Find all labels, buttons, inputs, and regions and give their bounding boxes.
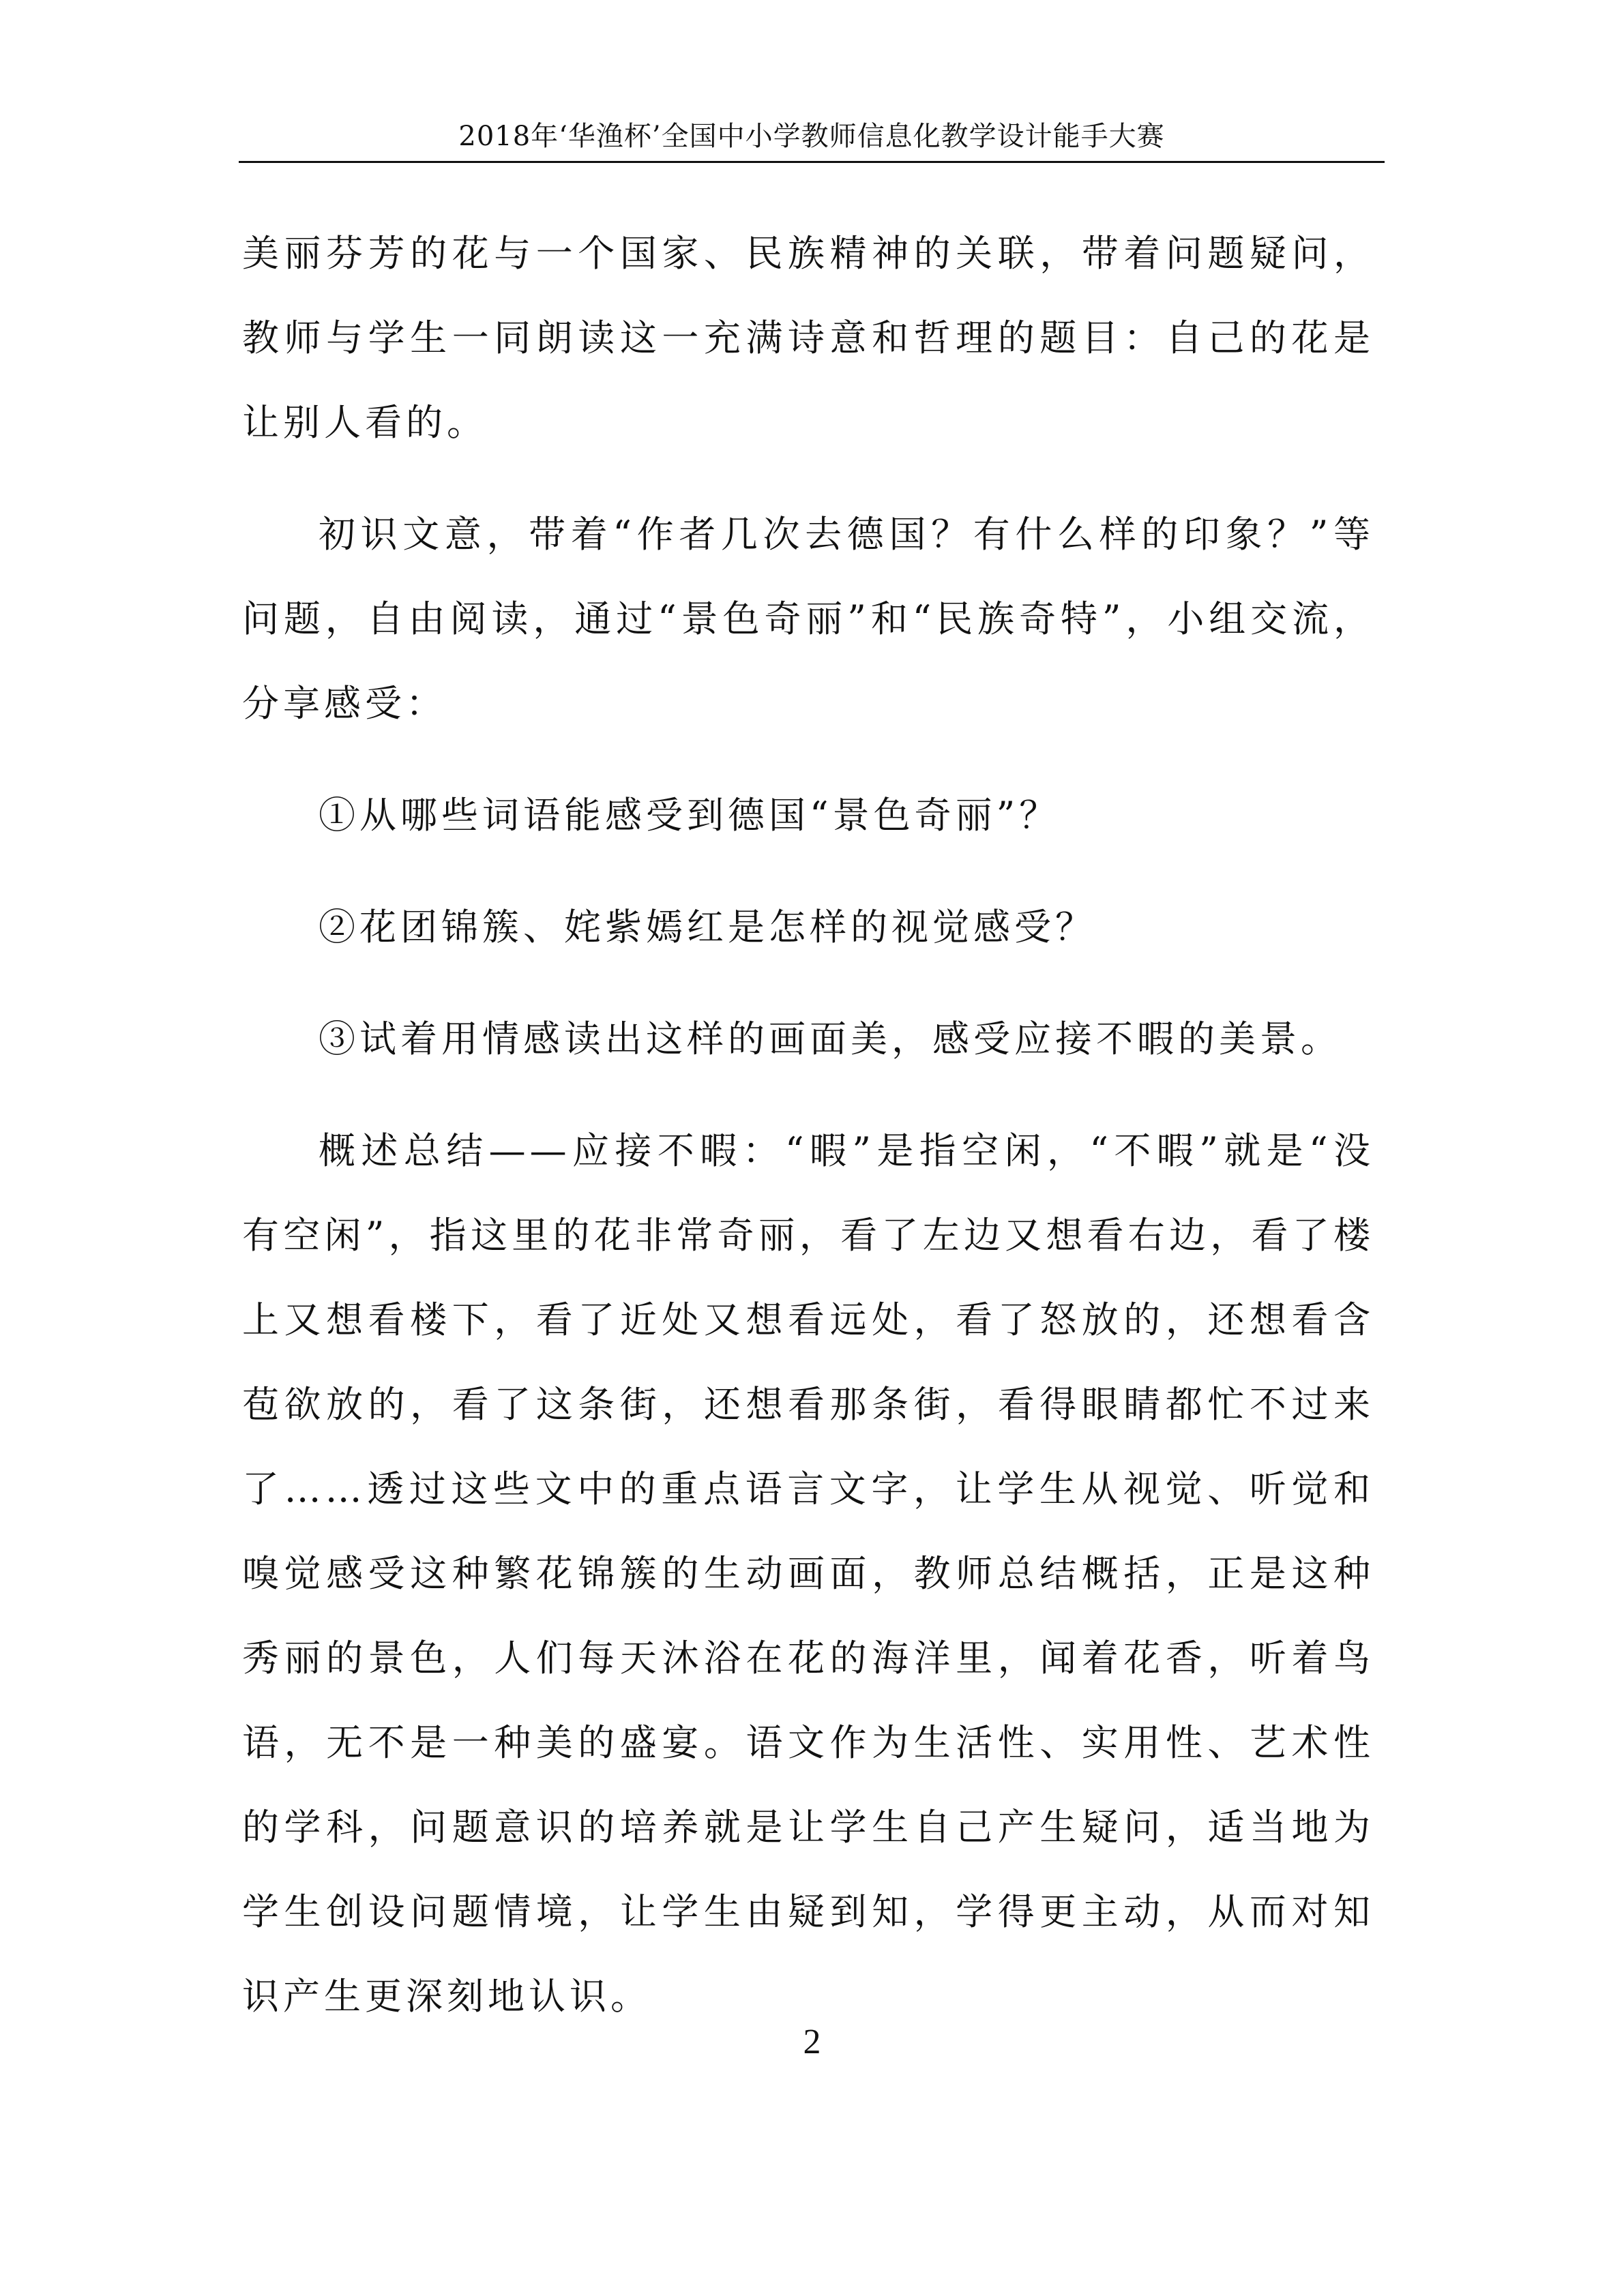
paragraph-reading-task: 初识文意，带着“作者几次去德国？有什么样的印象？”等问题，自由阅读，通过“景色奇丽”和“民族奇特”，小组交流，分享感受： <box>242 513 1374 725</box>
question-item-2: ②花团锦簇、姹紫嫣红是怎样的视觉感受？ <box>319 906 1096 949</box>
question-item-1: ①从哪些词语能感受到德国“景色奇丽”？ <box>319 794 1061 837</box>
page-number: 2 <box>803 2023 821 2061</box>
document-body <box>242 211 1374 2066</box>
paragraph-intro: 美丽芬芳的花与一个国家、民族精神的关联，带着问题疑问，教师与学生一同朗读这一充满诗意和哲理的题目：自己的花是让别人看的。 <box>242 232 1374 444</box>
question-item-3: ③试着用情感读出这样的画面美，感受应接不暇的美景。 <box>319 1017 1342 1060</box>
paragraph-summary: 概述总结——应接不暇：“暇”是指空闲，“不暇”就是“没有空闲”，指这里的花非常奇丽，看了左边又想看右边，看了楼上又想看楼下，看了近处又想看远处，看了怒放的，还想看含苞欲放的，看了这条街，还想看那条街，看得眼睛都忙不过来了……透过这些文中的重点语言文字，让学生从视觉、听觉和嗅觉感受这种繁花锦簇的生动画面，教师总结概括，正是这种秀丽的景色，人们每天沐浴在花的海洋里，闻着花香，听着鸟语，无不是一种美的盛宴。语文作为生活性、实用性、艺术性的学科，问题意识的培养就是让学生自己产生疑问，适当地为学生创设问题情境，让学生由疑到知，学得更主动，从而对知识产生更深刻地认识。 <box>242 1129 1374 2018</box>
header-divider <box>239 161 1385 163</box>
page-header: 2018年‘华渔杯’全国中小学教师信息化教学设计能手大赛 <box>458 121 1165 152</box>
